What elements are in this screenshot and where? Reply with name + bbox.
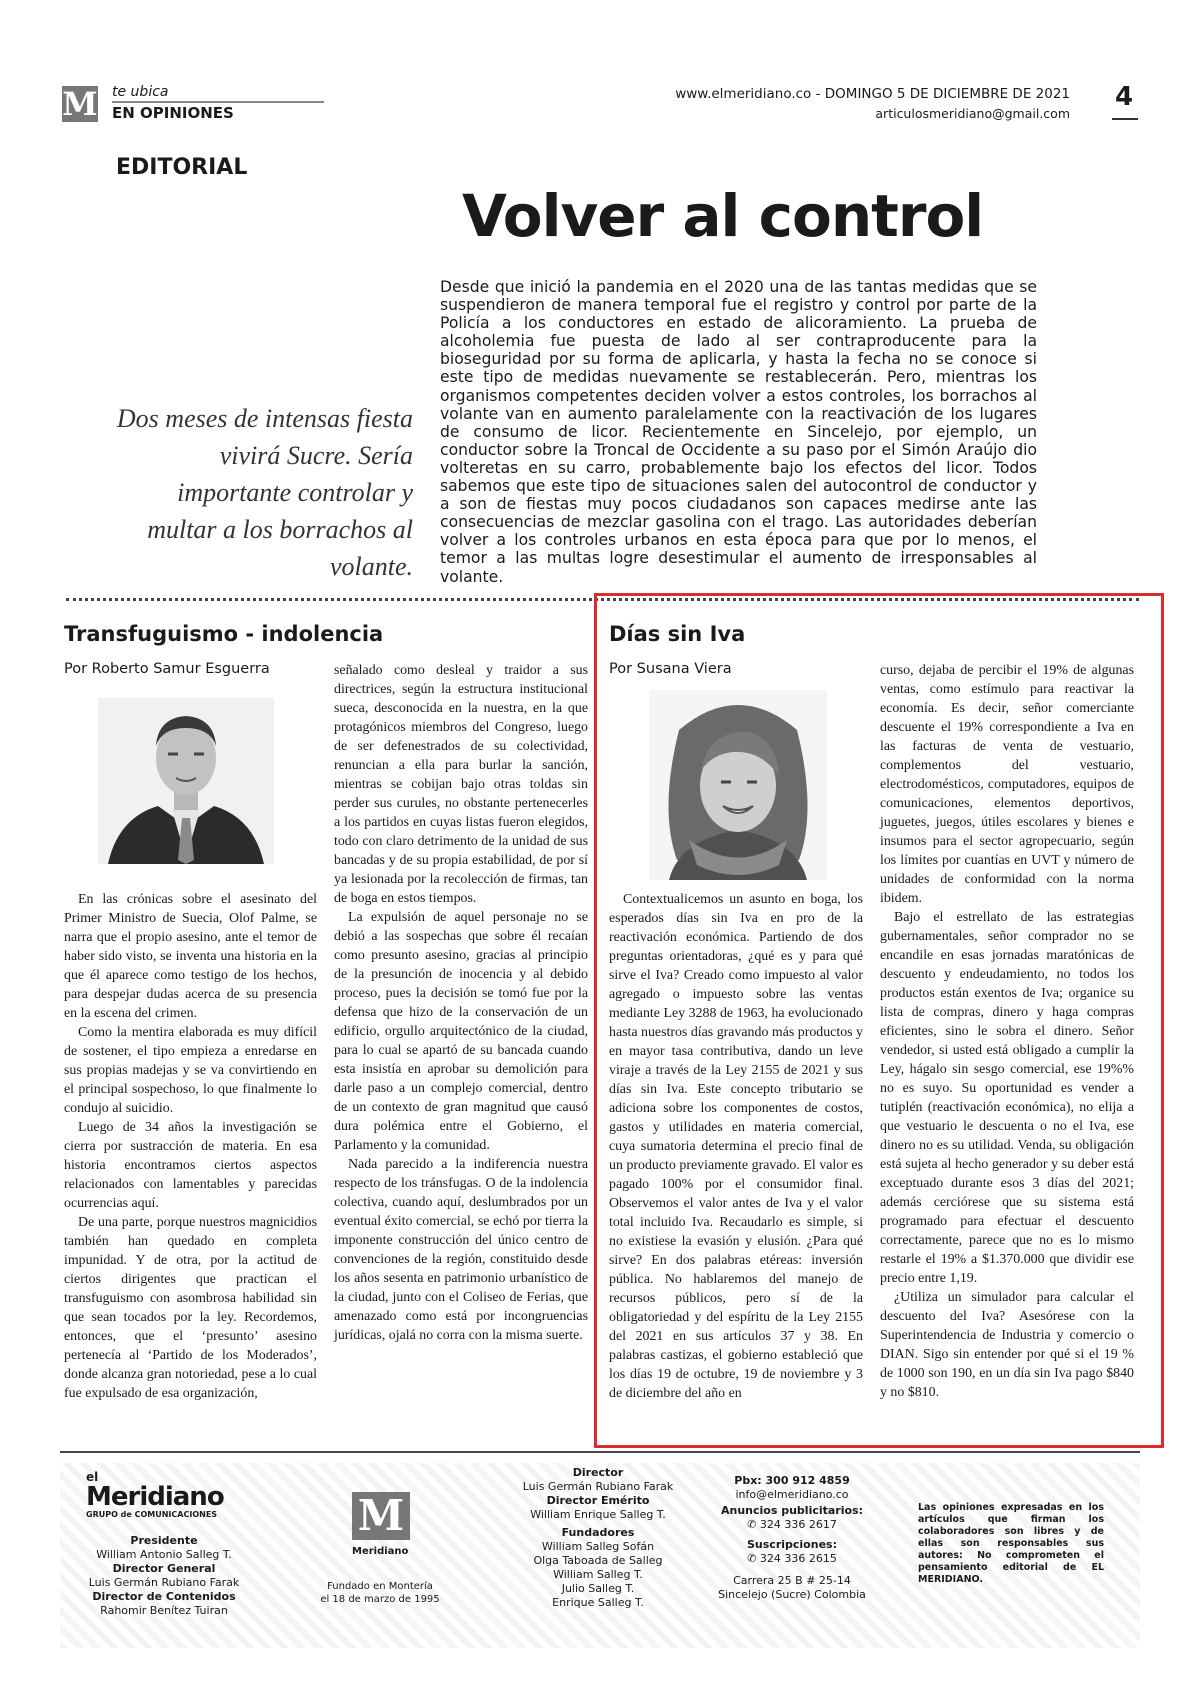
anuncios-phone[interactable]: 324 336 2617 [759,1518,837,1531]
paragraph: Nada parecido a la indiferencia nuestra respecto de los tránsfugas. O de la indolencia colectiva, cuando aquí, deslumbrados por un eventual éxito comercial, se echó por tierra la imponente construcción del único centro de convenciones de la región, constituido desde los años sesenta en patrimonio urbanístico de la ciudad, junto con el Coliseo de Ferias, que amenazado como está por incongruencias jurídicas, ojalá no corra con la misma suerte. [334,1157,588,1343]
paragraph: ¿Utiliza un simulador para calcular el descuento del Iva? Asesórese con la Superintendencia de Industria y comercio o DIAN. Sigo sin entender por qué si el 19 % de 1000 son 190, en un día sin Iva pago $840 y no $810. [880,1290,1134,1400]
footer-brand-sub: GRUPO de COMUNICACIONES [86,1510,218,1519]
presidente-label: Presidente [130,1534,198,1547]
footer-staff-center [508,1466,688,1610]
right-column-title: Días sin Iva [609,622,746,646]
director-contenidos-name: Rahomir Benítez Tuiran [100,1604,228,1617]
anuncios-label: Anuncios publicitarios: [720,1504,864,1517]
info-email[interactable]: info@elmeridiano.co [735,1488,849,1501]
footer-logo-m: M [352,1492,410,1540]
director-emerito-label: Director Emérito [546,1494,650,1507]
director-emerito-name: William Enrique Salleg T. [530,1508,666,1521]
fundadores-label: Fundadores [561,1526,635,1539]
footer-brand: Meridiano [86,1482,224,1512]
footer-logo-caption: Meridiano [352,1546,409,1557]
editorial-section-label: EDITORIAL [116,155,248,180]
anuncios-line[interactable] [700,1518,884,1532]
city: Sincelejo (Sucre) Colombia [718,1588,866,1601]
fundador: Olga Taboada de Salleg [533,1554,663,1567]
director-contenidos-label: Director de Contenidos [92,1590,236,1603]
fundado-text: Fundado en Montería [327,1581,433,1592]
address: Carrera 25 B # 25-14 [733,1574,851,1587]
footer-founded [318,1580,442,1606]
paragraph: Bajo el estrellato de las estrategias gubernamentales, señor comprador no se encandile en esas jornadas maratónicas de descuento y endeudamiento, no todos los productos están exentos de Iva; organice su lista de compras, dinero y haga compras eficientes, sino le sobra el dinero. Señor vendedor, si usted está obligado a cumplir la Ley, hágalo sin sesgo comercial, ese 19%% no es suyo. Su oportunidad es vender a tutiplén (reactivación económica), no elija a que vestuario le descuenta o no el Iva, ese dinero no es su utilidad. Venda, su obligación está sujeta al hecho generador y su deber está exceptuado durante esos 3 días del 2021; además cerciórese que su sistema está programado para efectuar el descuento correctamente, parece que no es lo mismo restarle el 19% a $1.370.000 que dividir ese precio entre 1,19. [880,910,1134,1286]
paragraph: señalado como desleal y traidor a sus directrices, según la estructura institucional sueca, desconocida en la nuestra, en la que protagónicos miembros del Congreso, luego de ser defenestrados de su colectividad, renuncian a ella para burlar la sanción, mientras se cobijan bajo otras toldas sin perder sus curules, no obstante pertenecerles a los partidos en cuyas listas fueron elegidos, todo con claro detrimento de la unidad de sus bancadas y de su propia estabilidad, de por sí ya lesionada por la recolección de firmas, tan de boga en estos tiempos. [334,663,588,906]
fundador: Enrique Salleg T. [552,1596,644,1609]
header-tagline: te ubica [112,84,169,100]
paragraph: De una parte, porque nuestros magnicidios también han quedado en completa impunidad. Y de otra, por la actitud de ciertos dirigentes que practican el transfuguismo con asombrosa habilidad sin que sean tocados por la ley. Recordemos, entonces, que el ‘presunto’ asesino pertenecía al ‘Partido de los Moderados’, donde alcanza gran notoriedad, pese a lo cual fue expulsado de esa organización, [64,1215,317,1401]
pull-quote: Dos meses de intensas fiesta vivirá Sucre. Sería importante controlar y multar a los borrachos al volante. [116,404,413,581]
right-column-author: Por Susana Viera [609,661,732,677]
editorial-body: Desde que inició la pandemia en el 2020 una de las tantas medidas que se suspendieron de manera temporal fue el registro y control por parte de la Policía a los conductores en estado de alicoramiento. La prueba de alcoholemia fue puesta de lado al ser contraproducente para la bioseguridad por su forma de aplicarla, y hasta la fecha no se conoce si este tipo de medidas nuevamente se restablecerán. Pero, mientras los organismos competentes deciden volver a estos controles, los borrachos al volante van en aumento paralelamente con la reactivación de los lugares de consumo de licor. Recientemente en Sincelejo, por ejemplo, un conductor sobre la Troncal de Occidente a su paso por el Simón Araújo dio volteretas en su carro, probablemente bajo los efectos del licor. Todos sabemos que este tipo de situaciones salen del autocontrol de conductor y a son de fiestas muy pocos ciudadanos son capaces medirse ante las consecuencias de mezclar gasolina con el trago. Las autoridades deberían volver a los controles urbanos en esta época para que por lo menos, el temor a las multas logre desestimular el aumento de irresponsables al volante. [440,278,1037,586]
footer-rule [60,1451,1140,1453]
page-number-rule [1112,118,1138,120]
director-label: Director [572,1466,624,1479]
fundado-fecha: el 18 de marzo de 1995 [320,1594,440,1605]
meridiano-logo: M [62,85,98,123]
left-column-author: Por Roberto Samur Esguerra [64,661,270,677]
author-photo-roberto [98,698,274,864]
highlight-box [594,593,1164,1448]
paragraph: Luego de 34 años la investigación se cierra por sustracción de materia. En esa historia encontramos ciertos aspectos relacionados con lamentables y parecidas ocurrencias aquí. [64,1120,317,1211]
left-column-text-2 [334,661,588,1345]
left-column-title: Transfuguismo - indolencia [64,622,384,646]
footer-contact [700,1474,884,1602]
director-name: Luis Germán Rubiano Farak [522,1480,674,1493]
footer-disclaimer: Las opiniones expresadas en los artículos que firman los colaboradores son libres y de ellas son responsables sus autores: No comprometen el pensamiento editorial de EL MERIDIANO. [918,1502,1104,1585]
header-tagline-rule [112,101,324,103]
footer-brand-small: el [86,1470,99,1484]
fundador: Julio Salleg T. [561,1582,635,1595]
header-email[interactable]: articulosmeridiano@gmail.com [875,106,1070,121]
presidente-name: William Antonio Salleg T. [96,1548,232,1561]
footer-brand-block [86,1470,224,1519]
director-general-name: Luis Germán Rubiano Farak [88,1576,240,1589]
footer-staff-left [66,1534,262,1618]
suscripciones-label: Suscripciones: [747,1538,837,1551]
paragraph: Contextualicemos un asunto en boga, los esperados días sin Iva en pro de la reactivación económica. Partiendo de dos preguntas orientadoras, ¿qué es y para qué sirve el Iva? Creado como impuesto al valor agregado o impuesto sobre las ventas mediante Ley 3288 de 1963, ha evolucionado hasta nuestros días gravando más productos y en mayor tasa contributiva, dando un leve viraje a través de la Ley 2155 de 2021 y sus días sin Iva. Este concepto tributario se adiciona sobre los componentes de costos, gastos y utilidades en materia comercial, cuya sumatoria determina el precio final de un producto previamente gravado. El valor es pagado 100% por el consumidor final. Observemos el valor antes de Iva y el valor total incluido Iva. Recaudarlo es simple, si no existiese la evasión y elusión. ¿Para qué sirve? En dos palabras etéreas: inversión pública. No hablaremos del manejo de recursos públicos, pero sí de la obligatoriedad y del espíritu de la Ley 2155 del 2021 en sus artículos 37 y 38. En palabras castizas, el gobierno estableció que los días 19 de octubre, 19 de noviembre y 3 de diciembre del año en [609,892,863,1401]
fundador: William Salleg Sofán [541,1540,655,1553]
paragraph: En las crónicas sobre el asesinato del Primer Ministro de Suecia, Olof Palme, se narra que el propio asesino, ante el temor de haber sido visto, se inventa una historia en la que él aparece como testigo de los hechos, para despejar dudas acerca de su presencia en la escena del crimen. [64,892,317,1021]
header-section-label: EN OPINIONES [112,104,234,122]
whatsapp-icon: ✆ [747,1518,757,1531]
fundador: William Salleg T. [553,1568,643,1581]
page-number: 4 [1115,82,1134,112]
editorial-title: Volver al control [462,182,984,250]
director-general-label: Director General [112,1562,216,1575]
pbx[interactable]: Pbx: 300 912 4859 [734,1474,850,1487]
paragraph: Como la mentira elaborada es muy difícil de sostener, el tipo empieza a enredarse en sus propias madejas y se va convirtiendo en el principal sospechoso, lo que finalmente lo condujo al suicidio. [64,1025,317,1116]
header-site-date[interactable]: www.elmeridiano.co - DOMINGO 5 DE DICIEMBRE DE 2021 [675,86,1070,102]
suscripciones-phone[interactable]: 324 336 2615 [759,1552,837,1565]
whatsapp-icon: ✆ [747,1552,757,1565]
suscripciones-line[interactable] [700,1552,884,1566]
left-column-text-1 [64,890,317,1403]
paragraph: curso, dejaba de percibir el 19% de algunas ventas, como estímulo para reactivar la economía. Es decir, señor comerciante descuente el 19% correspondiente a Iva en las facturas de venta de vestuario, complementos del vestuario, electrodomésticos, computadores, equipos de comunicaciones, elementos deportivos, juguetes, juegos, útiles escolares y bienes e insumos para el sector agropecuario, según los límites por cuantías en UVT y número de unidades de conformidad con la norma ibidem. [880,663,1134,906]
paragraph: La expulsión de aquel personaje no se debió a las sospechas que sobre él recaían como presunto asesino, gracias al principio de la presunción de inocencia y al debido proceso, pues la decisión se tomó fue por la defensa que hizo de la conservación de un edificio, orgullo arquitectónico de la ciudad, para lo cual se apartó de su bancada cuando esta insistía en aprobar su demolición para darle paso a un complejo comercial, dentro de un contexto de gran magnitud que causó dura polémica entre el Gobierno, el Parlamento y la comunidad. [334,910,588,1153]
